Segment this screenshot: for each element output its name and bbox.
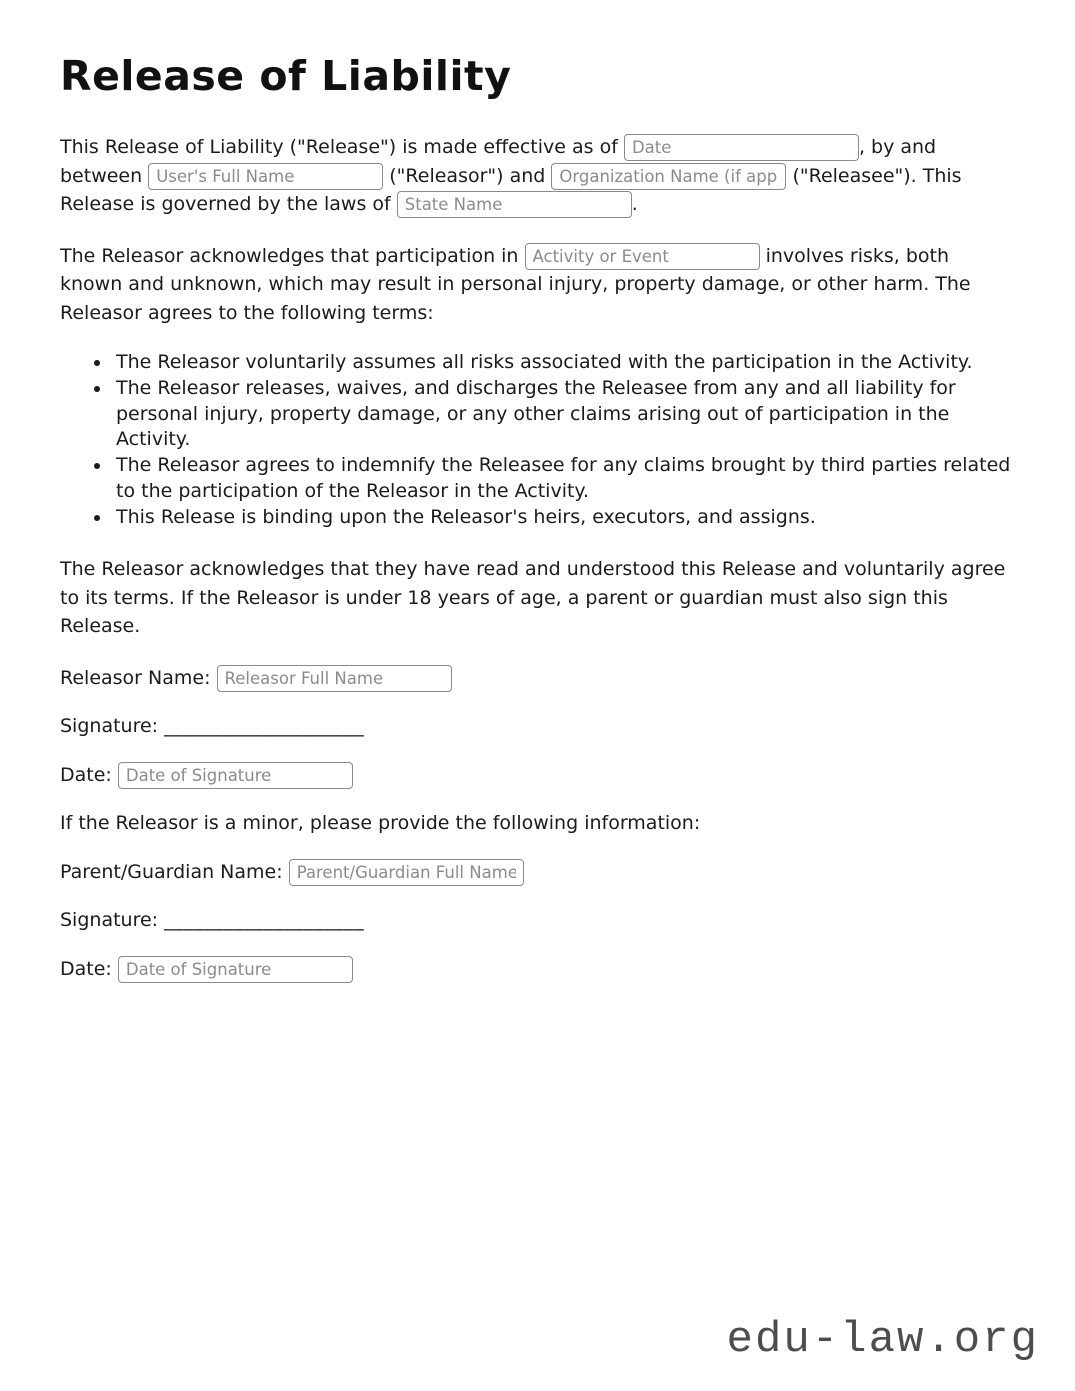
releasor-signature-line: ____________________ (164, 715, 365, 738)
minor-note: If the Releasor is a minor, please provide the following information: (60, 812, 701, 835)
releasor-fullname-input[interactable] (217, 665, 452, 692)
guardian-signature-row (60, 906, 1015, 935)
intro-paragraph (60, 133, 1015, 219)
releasor-name-input[interactable] (148, 163, 383, 190)
intro-text-2: , by and between (60, 136, 937, 187)
terms-list (60, 350, 1015, 530)
term-item-4: • This Release is binding upon the Releasor's heirs, executors, and assigns. (112, 505, 1015, 530)
guardian-signature-label: Signature: (60, 909, 159, 932)
term-item-2: • The Releasor releases, waives, and discharges the Releasee from any and all liability for personal injury, property damage, or any other claims arising out of participation in the Activity. (112, 376, 1015, 452)
releasor-date-input[interactable] (118, 762, 353, 789)
term-item-1: • The Releasor voluntarily assumes all risks associated with the participation in the Activity. (112, 350, 1015, 375)
intro-text-1: This Release of Liability ("Release") is made effective as of (60, 136, 618, 159)
guardian-date-input[interactable] (118, 956, 353, 983)
releasor-signature-label: Signature: (60, 715, 159, 738)
effective-date-input[interactable] (624, 134, 859, 161)
guardian-name-label: Parent/Guardian Name: (60, 860, 283, 883)
guardian-name-row (60, 858, 1015, 887)
page-title: Release of Liability (60, 52, 512, 100)
releasor-date-label: Date: (60, 763, 112, 786)
guardian-fullname-input[interactable] (289, 859, 524, 886)
ack-text-2: involves risks, both known and unknown, which may result in personal injury, property damage, or other harm. The Releasor agrees to the following terms: (60, 244, 971, 324)
releasor-name-row (60, 664, 1015, 693)
activity-event-input[interactable] (525, 243, 760, 270)
releasor-name-label: Releasor Name: (60, 666, 211, 689)
guardian-signature-line: ____________________ (164, 909, 365, 932)
agreement-paragraph: The Releasor acknowledges that they have read and understood this Release and voluntarily agree to its terms. If the Releasor is under 18 years of age, a parent or guardian must also sign this Release. (60, 558, 1006, 638)
site-watermark: edu-law.org (726, 1315, 1039, 1365)
term-item-3: • The Releasor agrees to indemnify the Releasee for any claims brought by third parties related to the participation of the Releasor in the Activity. (112, 453, 1015, 504)
releasor-signature-row (60, 712, 1015, 741)
intro-text-4: ("Releasee"). This Release is governed by the laws of (60, 164, 962, 216)
guardian-date-label: Date: (60, 957, 112, 980)
organization-name-input[interactable] (551, 163, 786, 190)
releasor-date-row (60, 761, 1015, 790)
intro-text-5: . (631, 193, 638, 216)
guardian-date-row (60, 955, 1015, 984)
state-name-input[interactable] (397, 191, 632, 218)
acknowledgement-paragraph (60, 242, 1015, 328)
intro-text-3: ("Releasor") and (389, 164, 546, 187)
ack-text-1: The Releasor acknowledges that participation in (60, 244, 519, 267)
